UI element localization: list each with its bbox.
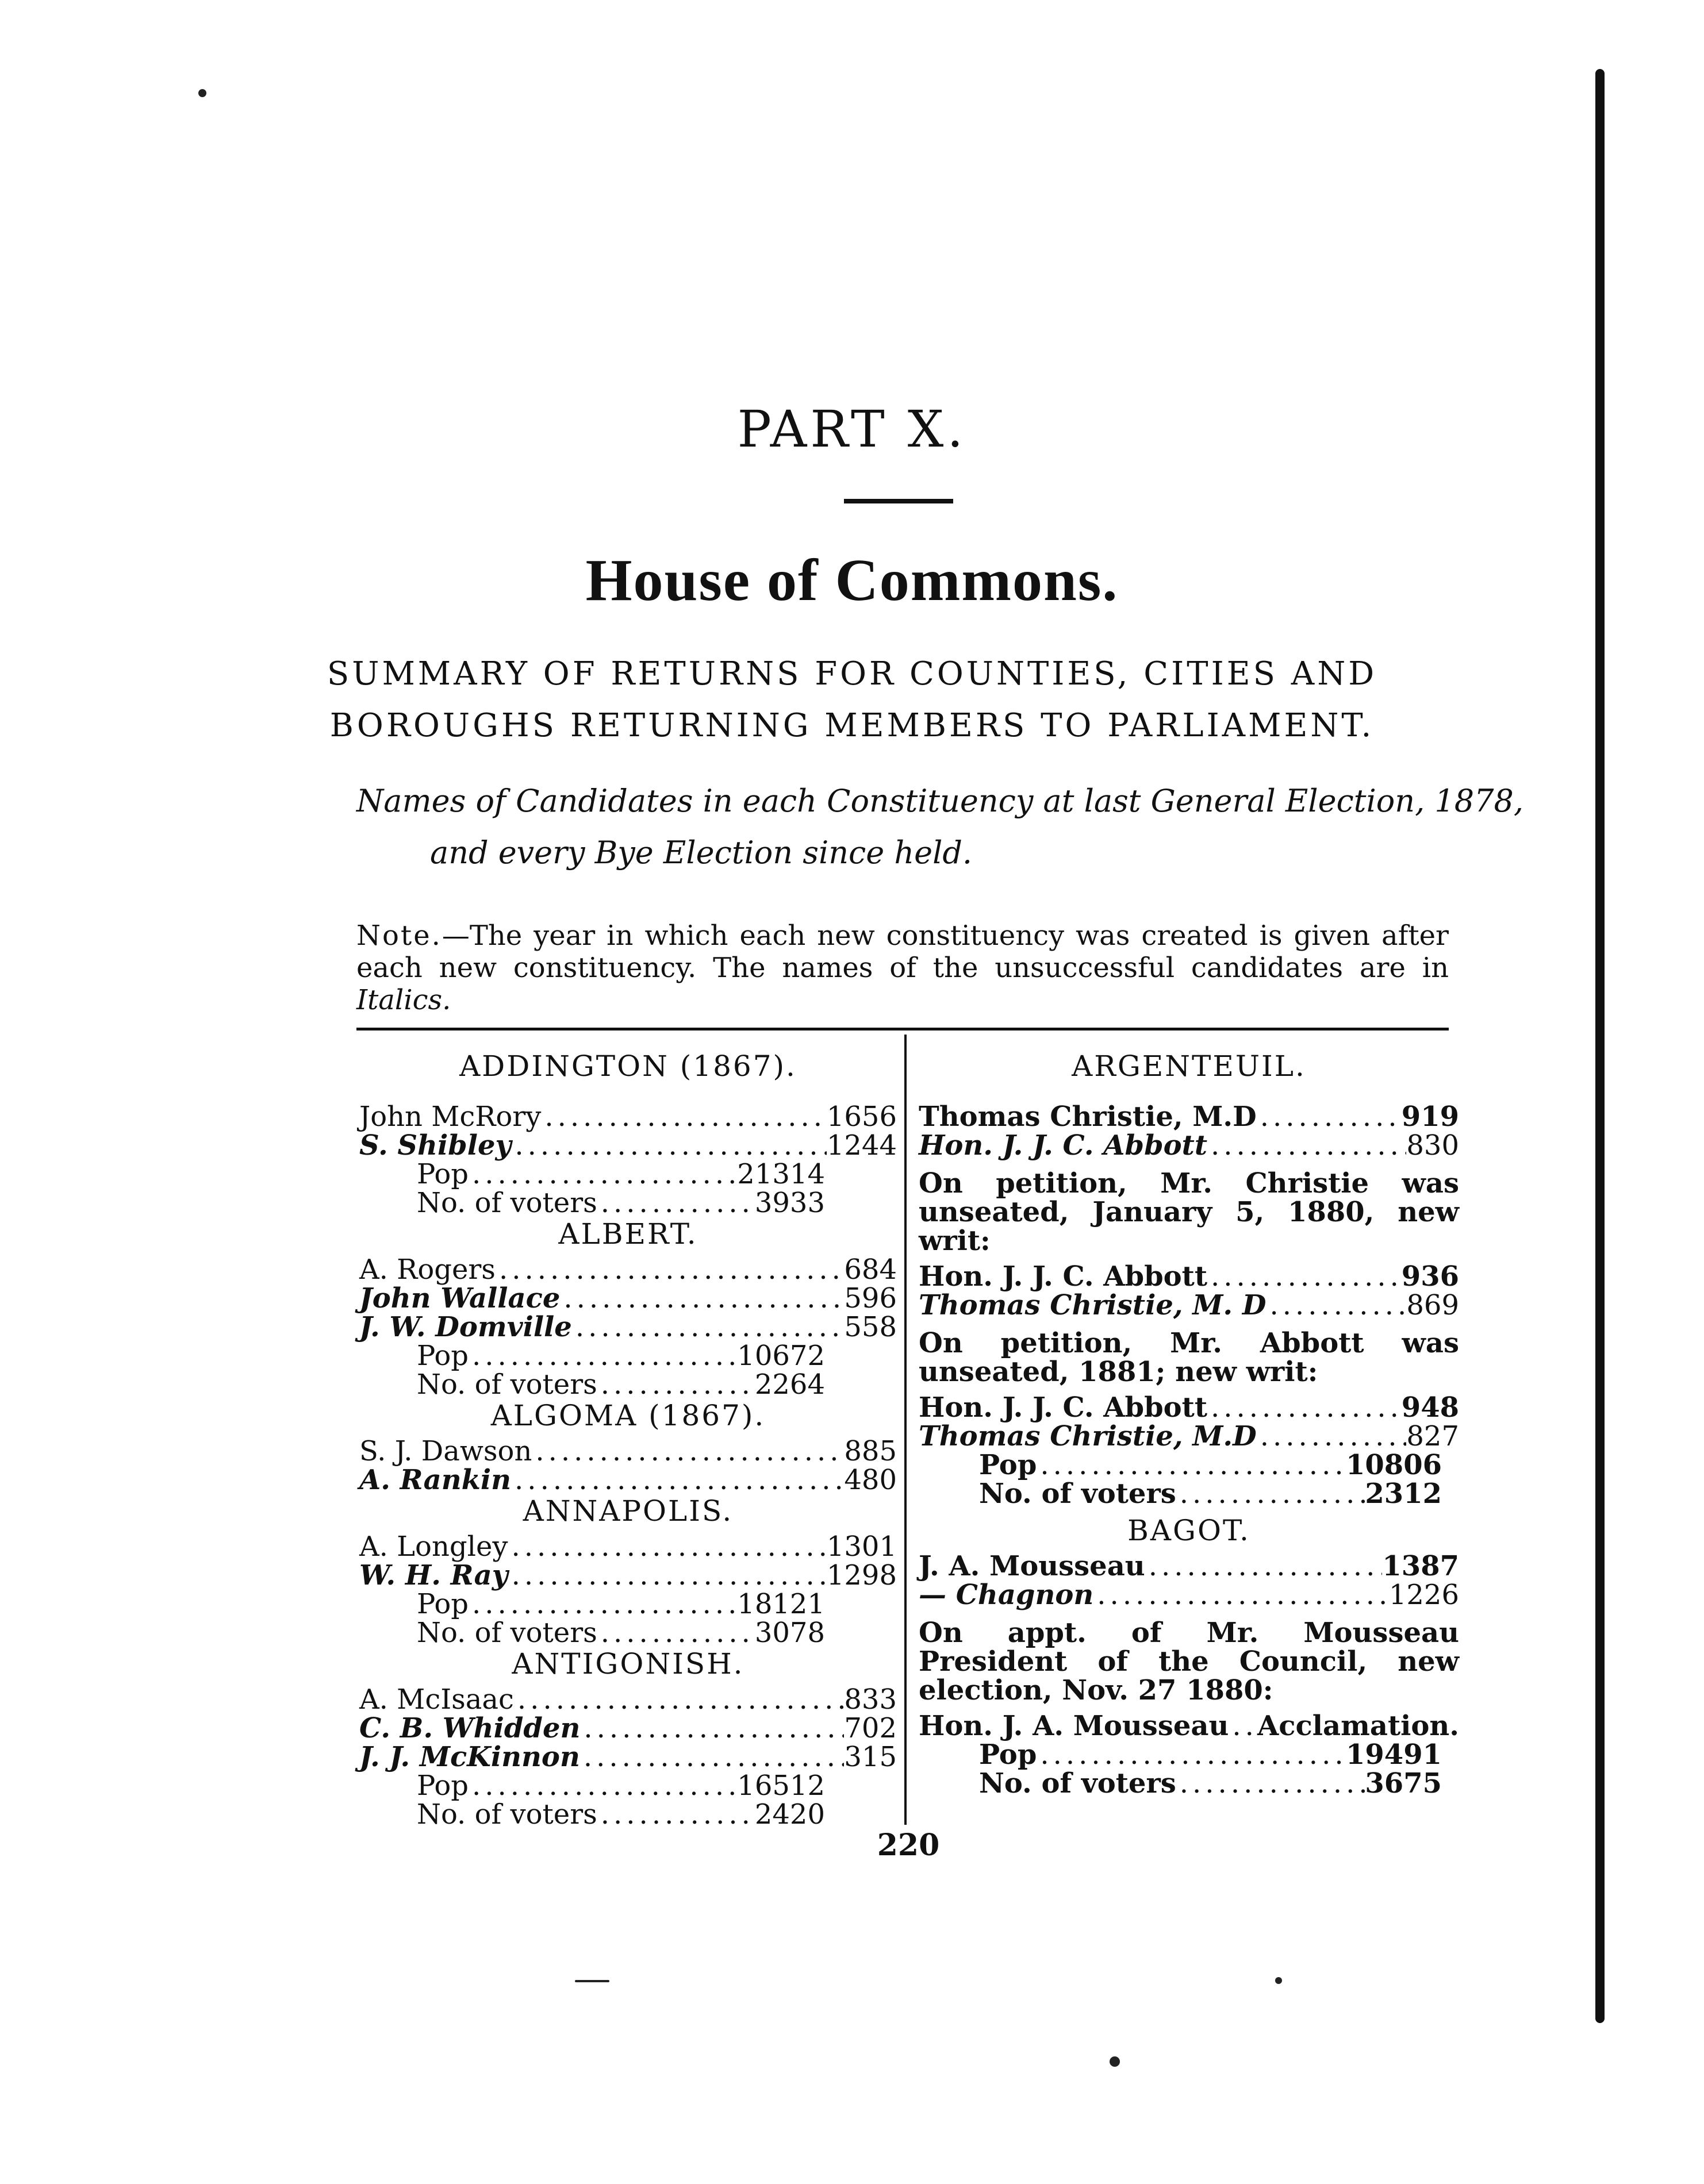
- vote-count: 1244: [826, 1129, 897, 1162]
- stat-label: No. of voters: [417, 1187, 597, 1219]
- candidate-row: [359, 1313, 897, 1341]
- population-row: [417, 1771, 825, 1800]
- constituency-heading: ANNAPOLIS.: [523, 1494, 734, 1528]
- candidate-row: [359, 1131, 897, 1160]
- candidate-name: J. J. McKinnon: [359, 1741, 580, 1773]
- vote-count: 919: [1401, 1101, 1459, 1133]
- summary-line-2: BOROUGHS RETURNING MEMBERS TO PARLIAMENT.: [329, 707, 1375, 744]
- voters-row: [417, 1800, 825, 1829]
- vote-count: 1226: [1388, 1579, 1459, 1611]
- candidate-row: [919, 1102, 1459, 1131]
- column-divider: [904, 1035, 907, 1825]
- candidate-name: Hon. J. J. C. Abbott: [919, 1129, 1208, 1162]
- candidate-row: [359, 1685, 897, 1714]
- population-row: [979, 1451, 1442, 1479]
- note-text: —The year in which each new constituency was created is given after each new constituency. The names of the unsuccessful candidates are in: [356, 920, 1449, 984]
- candidate-row: [919, 1262, 1459, 1291]
- candidate-name: S. J. Dawson: [359, 1435, 532, 1467]
- stat-label: No. of voters: [979, 1767, 1176, 1800]
- stat-label: No. of voters: [417, 1798, 597, 1831]
- candidate-row: [359, 1255, 897, 1284]
- part-title: PART X.: [737, 399, 967, 459]
- table-top-rule: [356, 1028, 1449, 1031]
- vote-count: 1387: [1382, 1550, 1459, 1582]
- leader-dots: [1145, 1552, 1383, 1581]
- leader-dots: [541, 1102, 826, 1131]
- leader-dots: [1037, 1451, 1346, 1479]
- leader-dots: [1257, 1102, 1402, 1131]
- voters-row: [417, 1189, 825, 1217]
- leader-dots: [1229, 1712, 1257, 1740]
- vote-count: 1656: [826, 1101, 897, 1133]
- vote-count: 1298: [826, 1559, 897, 1591]
- candidate-name: — Chagnon: [919, 1579, 1094, 1611]
- population-row: [417, 1590, 825, 1618]
- candidate-row: [919, 1712, 1459, 1740]
- voters-row: [979, 1769, 1442, 1798]
- voters-row: [417, 1618, 825, 1647]
- vote-count: 684: [844, 1254, 897, 1286]
- candidate-name: J. A. Mousseau: [919, 1550, 1145, 1582]
- vote-count: 480: [844, 1464, 897, 1496]
- note-paragraph: [356, 920, 1449, 1016]
- candidate-name: A. Longley: [359, 1531, 508, 1563]
- leader-dots: [1037, 1740, 1346, 1769]
- stat-value: 21314: [737, 1158, 825, 1190]
- election-note: On petition, Mr. Abbott was unseated, 1881; new writ:: [919, 1327, 1459, 1388]
- vote-count: 827: [1406, 1420, 1459, 1452]
- candidate-name: Hon. J. J. C. Abbott: [919, 1391, 1208, 1424]
- leader-dots: [469, 1590, 737, 1618]
- candidate-row: [359, 1714, 897, 1743]
- vote-count: 702: [844, 1712, 897, 1744]
- vote-count: 833: [844, 1683, 897, 1716]
- voters-row: [417, 1370, 825, 1399]
- constituency-heading: ALBERT.: [558, 1217, 698, 1251]
- leader-dots: [496, 1255, 844, 1284]
- left-column: [359, 1049, 897, 1831]
- leader-dots: [597, 1189, 755, 1217]
- constituency-heading: ARGENTEUIL.: [1072, 1049, 1306, 1083]
- leader-dots: [597, 1370, 755, 1399]
- election-note: On petition, Mr. Christie was unseated, January 5, 1880, new writ:: [919, 1167, 1459, 1257]
- population-row: [979, 1740, 1442, 1769]
- stat-value: 3675: [1365, 1767, 1442, 1800]
- stat-label: Pop: [417, 1770, 469, 1802]
- candidate-name: Thomas Christie, M. D: [919, 1289, 1267, 1321]
- stat-label: Pop: [979, 1449, 1037, 1481]
- stat-label: Pop: [979, 1739, 1037, 1771]
- constituency-heading: ANTIGONISH.: [512, 1647, 744, 1681]
- scan-speck: [198, 89, 206, 97]
- leader-dots: [508, 1532, 826, 1561]
- candidate-row: [919, 1581, 1459, 1609]
- subtitle-line-2: and every Bye Election since held.: [430, 835, 973, 871]
- vote-count: 869: [1406, 1289, 1459, 1321]
- stat-label: No. of voters: [979, 1478, 1176, 1510]
- right-column: [919, 1049, 1459, 1800]
- stat-value: 18121: [737, 1588, 825, 1620]
- vote-count: 830: [1406, 1129, 1459, 1162]
- candidate-row: [359, 1532, 897, 1561]
- vote-count: 1301: [826, 1531, 897, 1563]
- leader-dots: [469, 1771, 737, 1800]
- vote-count: 596: [844, 1282, 897, 1314]
- stat-value: 3078: [754, 1617, 825, 1649]
- leader-dots: [511, 1131, 826, 1160]
- leader-dots: [532, 1437, 844, 1466]
- stat-value: 19491: [1346, 1739, 1442, 1771]
- leader-dots: [580, 1714, 844, 1743]
- candidate-name: S. Shibley: [359, 1129, 512, 1162]
- vote-count: 948: [1401, 1391, 1459, 1424]
- stat-value: 2312: [1365, 1478, 1442, 1510]
- scan-speck: [575, 1980, 609, 1982]
- candidate-name: A. Rankin: [359, 1464, 512, 1496]
- candidate-name: Hon. J. A. Mousseau: [919, 1710, 1229, 1742]
- house-title: House of Commons.: [585, 547, 1119, 613]
- page-number: 220: [877, 1828, 940, 1863]
- stat-value: 3933: [754, 1187, 825, 1219]
- stat-label: Pop: [417, 1340, 469, 1372]
- candidate-row: [919, 1393, 1459, 1422]
- candidate-name: J. W. Domville: [359, 1311, 572, 1343]
- stat-label: No. of voters: [417, 1617, 597, 1649]
- population-row: [417, 1160, 825, 1189]
- stat-value: 2264: [754, 1368, 825, 1401]
- leader-dots: [469, 1160, 737, 1189]
- vote-count: 885: [844, 1435, 897, 1467]
- candidate-name: Thomas Christie, M.D: [919, 1420, 1257, 1452]
- candidate-row: [359, 1437, 897, 1466]
- leader-dots: [597, 1800, 755, 1829]
- candidate-row: [919, 1291, 1459, 1320]
- candidate-name: John McRory: [359, 1101, 542, 1133]
- candidate-name: A. Rogers: [359, 1254, 496, 1286]
- note-label: Note.: [356, 920, 442, 952]
- candidate-row: [359, 1743, 897, 1771]
- stat-value: 10672: [737, 1340, 825, 1372]
- candidate-row: [359, 1102, 897, 1131]
- stat-value: 2420: [754, 1798, 825, 1831]
- stat-label: No. of voters: [417, 1368, 597, 1401]
- candidate-name: Thomas Christie, M.D: [919, 1101, 1257, 1133]
- leader-dots: [572, 1313, 845, 1341]
- leader-dots: [514, 1685, 844, 1714]
- candidate-name: C. B. Whidden: [359, 1712, 581, 1744]
- vote-count: 936: [1401, 1260, 1459, 1293]
- summary-line-1: SUMMARY OF RETURNS FOR COUNTIES, CITIES AND: [327, 655, 1377, 693]
- constituency-heading: BAGOT.: [1127, 1514, 1250, 1547]
- leader-dots: [511, 1466, 844, 1494]
- leader-dots: [1176, 1769, 1365, 1798]
- candidate-name: W. H. Ray: [359, 1559, 508, 1591]
- candidate-row: [919, 1131, 1459, 1160]
- constituency-heading: ADDINGTON (1867).: [459, 1049, 797, 1083]
- stat-label: Pop: [417, 1588, 469, 1620]
- leader-dots: [1207, 1131, 1406, 1160]
- candidate-row: [359, 1284, 897, 1313]
- candidate-name: John Wallace: [359, 1282, 561, 1314]
- vote-count: 315: [844, 1741, 897, 1773]
- scan-speck: [1275, 1977, 1282, 1984]
- constituency-heading: ALGOMA (1867).: [490, 1399, 766, 1432]
- population-row: [417, 1341, 825, 1370]
- leader-dots: [1266, 1291, 1406, 1320]
- stat-value: 10806: [1346, 1449, 1442, 1481]
- candidate-row: [919, 1422, 1459, 1451]
- candidate-row: [359, 1466, 897, 1494]
- subtitle-line-1: Names of Candidates in each Constituency at last General Election, 1878,: [356, 783, 1523, 819]
- candidate-name: Hon. J. J. C. Abbott: [919, 1260, 1208, 1293]
- stat-label: Pop: [417, 1158, 469, 1190]
- vote-count: Acclamation.: [1257, 1710, 1459, 1742]
- leader-dots: [597, 1618, 755, 1647]
- candidate-row: [919, 1552, 1459, 1581]
- note-italic-word: Italics.: [356, 984, 451, 1016]
- voters-row: [979, 1479, 1442, 1508]
- candidate-name: A. McIsaac: [359, 1683, 514, 1716]
- stat-value: 16512: [737, 1770, 825, 1802]
- election-note: On appt. of Mr. Mousseau President of the Council, new election, Nov. 27 1880:: [919, 1617, 1459, 1706]
- leader-dots: [1257, 1422, 1407, 1451]
- scan-speck: [1110, 2056, 1120, 2067]
- leader-dots: [560, 1284, 844, 1313]
- leader-dots: [1093, 1581, 1389, 1609]
- leader-dots: [580, 1743, 845, 1771]
- leader-dots: [1207, 1262, 1402, 1291]
- title-rule: [844, 499, 953, 503]
- scan-binding-edge: [1595, 69, 1605, 2023]
- leader-dots: [1176, 1479, 1365, 1508]
- leader-dots: [1207, 1393, 1402, 1422]
- candidate-row: [359, 1561, 897, 1590]
- leader-dots: [508, 1561, 827, 1590]
- leader-dots: [469, 1341, 737, 1370]
- vote-count: 558: [844, 1311, 897, 1343]
